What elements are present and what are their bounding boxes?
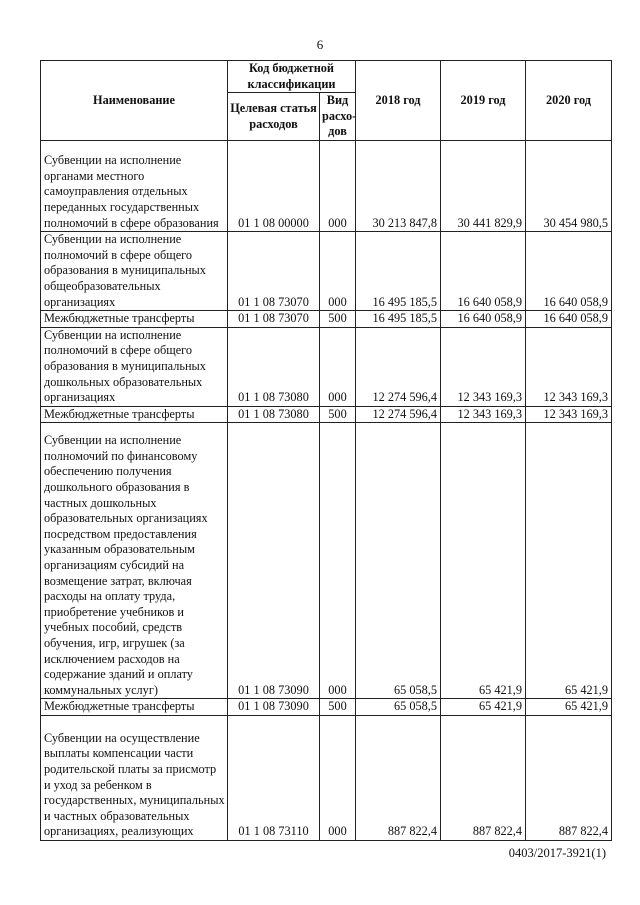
row-2019: 65 421,9 [441,423,526,699]
row-2019: 16 640 058,9 [441,311,526,328]
row-2018: 887 822,4 [356,715,441,840]
row-code: 01 1 08 73090 [228,423,320,699]
table-row [41,699,612,716]
row-name: Межбюджетные трансферты [41,699,228,716]
header-name: Наименование [41,61,228,141]
row-name: Субвенции на исполнение полномочий в сфере общего образования в муниципальных общеобразовательных организациях [41,232,228,311]
row-2019: 12 343 169,3 [441,327,526,406]
row-2019: 12 343 169,3 [441,406,526,423]
row-code: 01 1 08 73080 [228,406,320,423]
header-target: Целевая статья расходов [228,93,320,141]
header-2018: 2018 год [356,61,441,141]
row-name: Межбюджетные трансферты [41,406,228,423]
row-2020: 12 343 169,3 [526,406,612,423]
header-2019: 2019 год [441,61,526,141]
table-row [41,232,612,311]
row-2018: 12 274 596,4 [356,327,441,406]
row-2019: 887 822,4 [441,715,526,840]
row-name: Субвенции на исполнение органами местного самоуправления отдельных переданных государственных полномочий в сфере образования [41,141,228,232]
row-vid: 000 [320,141,356,232]
table-row [41,141,612,232]
row-vid: 500 [320,406,356,423]
row-name: Субвенции на осуществление выплаты компенсации части родительской платы за присмотр и уход за ребенком в государственных, муниципальных и частных образовательных организациях, реализующих [41,715,228,840]
row-2018: 16 495 185,5 [356,311,441,328]
row-vid: 000 [320,423,356,699]
row-2020: 12 343 169,3 [526,327,612,406]
row-2020: 65 421,9 [526,423,612,699]
row-code: 01 1 08 73110 [228,715,320,840]
row-code: 01 1 08 73070 [228,311,320,328]
row-code: 01 1 08 73090 [228,699,320,716]
table-row [41,715,612,840]
budget-table [40,60,612,841]
row-2020: 30 454 980,5 [526,141,612,232]
row-name: Субвенции на исполнение полномочий по финансовому обеспечению получения дошкольного образования в частных дошкольных образовательных организациях посредством предоставления указанным образовательным организациям субсидий на возмещение затрат, включая расходы на оплату труда, приобретение учебников и учебных пособий, средств обучения, игр, игрушек (за исключением расходов на содержание зданий и оплату коммунальных услуг) [41,423,228,699]
row-2020: 887 822,4 [526,715,612,840]
row-2018: 12 274 596,4 [356,406,441,423]
row-vid: 500 [320,699,356,716]
table-row [41,423,612,699]
row-2019: 65 421,9 [441,699,526,716]
row-vid: 000 [320,327,356,406]
document-code: 0403/2017-3921(1) [508,846,606,860]
row-2019: 30 441 829,9 [441,141,526,232]
table-row [41,311,612,328]
row-2018: 30 213 847,8 [356,141,441,232]
row-name: Межбюджетные трансферты [41,311,228,328]
row-code: 01 1 08 73070 [228,232,320,311]
row-2020: 16 640 058,9 [526,311,612,328]
header-vid: Вид расхо-дов [320,93,356,141]
row-2018: 16 495 185,5 [356,232,441,311]
row-vid: 000 [320,232,356,311]
row-name: Субвенции на исполнение полномочий в сфере общего образования в муниципальных дошкольных образовательных организациях [41,327,228,406]
row-2019: 16 640 058,9 [441,232,526,311]
row-vid: 000 [320,715,356,840]
row-code: 01 1 08 00000 [228,141,320,232]
row-code: 01 1 08 73080 [228,327,320,406]
row-vid: 500 [320,311,356,328]
row-2020: 65 421,9 [526,699,612,716]
header-2020: 2020 год [526,61,612,141]
table-row [41,406,612,423]
row-2018: 65 058,5 [356,423,441,699]
table-row [41,327,612,406]
page-number: 6 [316,37,324,52]
header-kbk: Код бюджетной классификации [228,61,356,93]
row-2020: 16 640 058,9 [526,232,612,311]
row-2018: 65 058,5 [356,699,441,716]
